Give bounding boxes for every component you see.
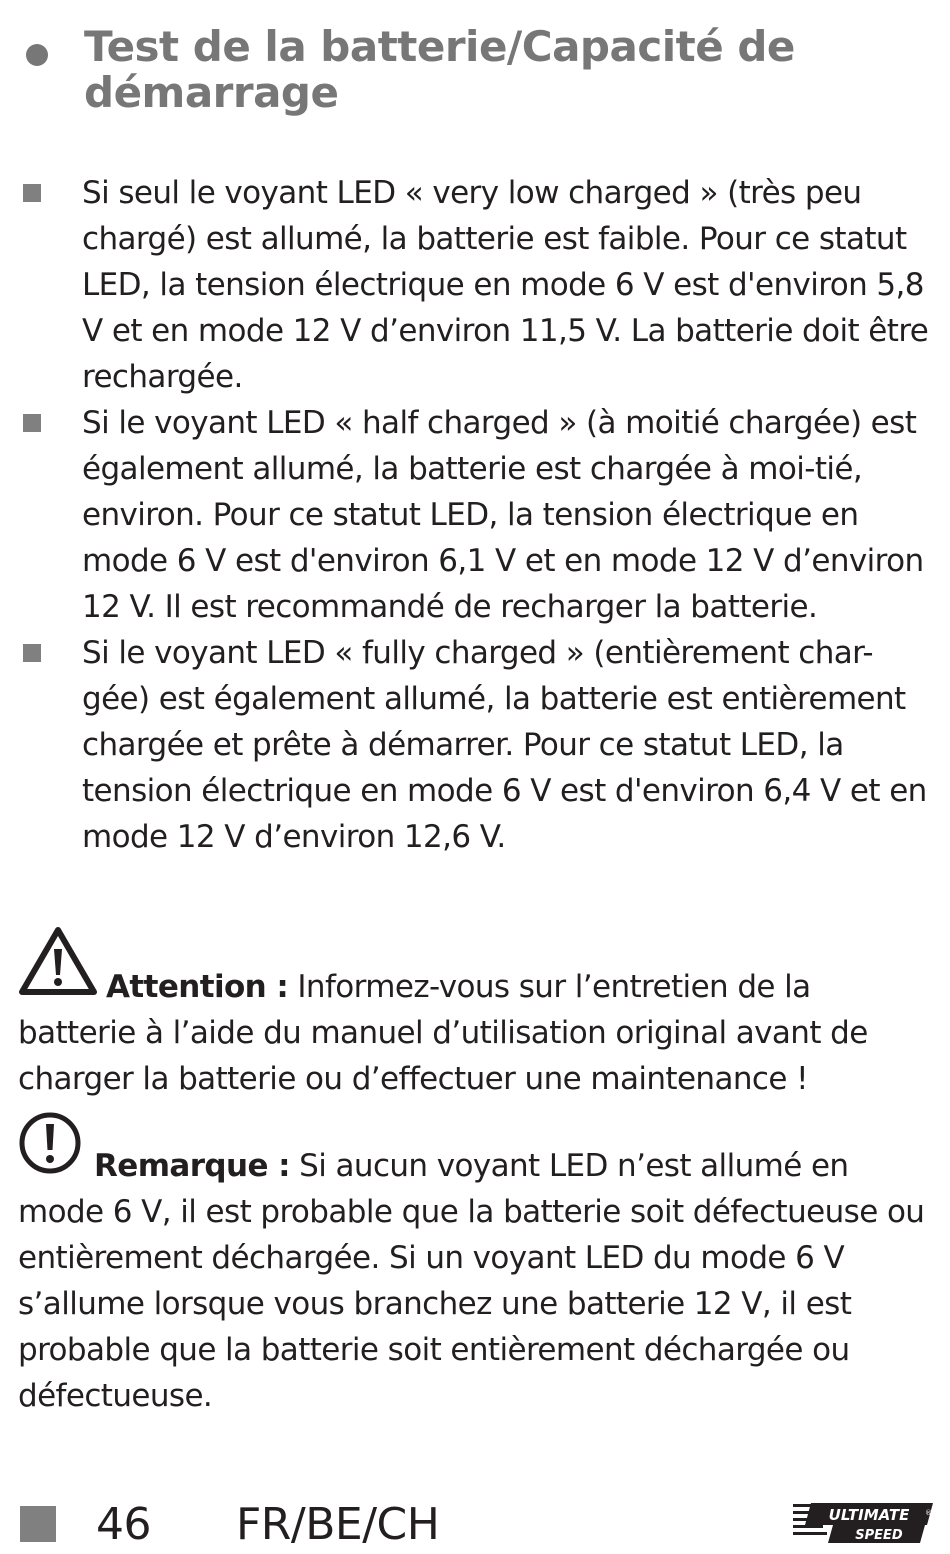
list-item-text: Si le voyant LED « fully charged » (entièrement char-gée) est également allumé, la batterie est entièrement chargée et prête à démarrer. Pour ce statut LED, la tension électrique en mode 6 V est d'environ 6,4 V et en mode 12 V d’environ 12,6 V. [82,635,927,855]
heading-bullet-icon [26,44,48,66]
warning-triangle-icon [18,925,98,1010]
footer-square-icon [20,1506,56,1542]
remarque-text: Si aucun voyant LED n’est allumé en mode 6 V, il est probable que la batterie soit défectueuse ou entièrement déchargée. Si un voyant LED du mode 6 V s’allume lorsque vous branchez une batterie 12 V, il est probable que la batterie soit entièrement déchargée ou défectueuse. [18,1148,925,1414]
logo-line2: SPEED [855,1528,903,1543]
list-item [20,630,935,860]
logo-registered: ® [925,1509,932,1517]
locale-code: FR/BE/CH [236,1499,440,1550]
attention-note [18,925,933,1102]
ultimate-speed-logo [793,1501,935,1547]
list-item-text: Si seul le voyant LED « very low charged » (très peu chargé) est allumé, la batterie est faible. Pour ce statut LED, la tension électrique en mode 6 V est d'environ 5,8 V et en mode 12 V d’environ 11,5 V. La batterie doit être rechargée. [82,175,929,395]
logo-line1: ULTIMATE [828,1506,910,1524]
square-bullet-icon [23,414,41,432]
page-footer [20,1500,935,1554]
list-item [20,170,935,400]
section-title: Test de la batterie/Capacité de démarrage [84,22,795,117]
page-number: 46 [96,1499,151,1550]
list-item [20,400,935,630]
square-bullet-icon [23,644,41,662]
remarque-note [18,1110,933,1419]
attention-label: Attention : [106,969,289,1005]
remarque-label: Remarque : [94,1148,290,1184]
square-bullet-icon [23,184,41,202]
led-status-list [20,170,935,860]
attention-text: Informez-vous sur l’entretien de la batterie à l’aide du manuel d’utilisation original avant de charger la batterie ou d’effectuer une maintenance ! [18,969,868,1097]
exclamation-circle-icon [18,1110,86,1189]
list-item-text: Si le voyant LED « half charged » (à moitié chargée) est également allumé, la batterie est chargée à moi-tié, environ. Pour ce statut LED, la tension électrique en mode 6 V est d'environ 6,1 V et en mode 12 V d’environ 12 V. Il est recommandé de recharger la batterie. [82,405,924,625]
